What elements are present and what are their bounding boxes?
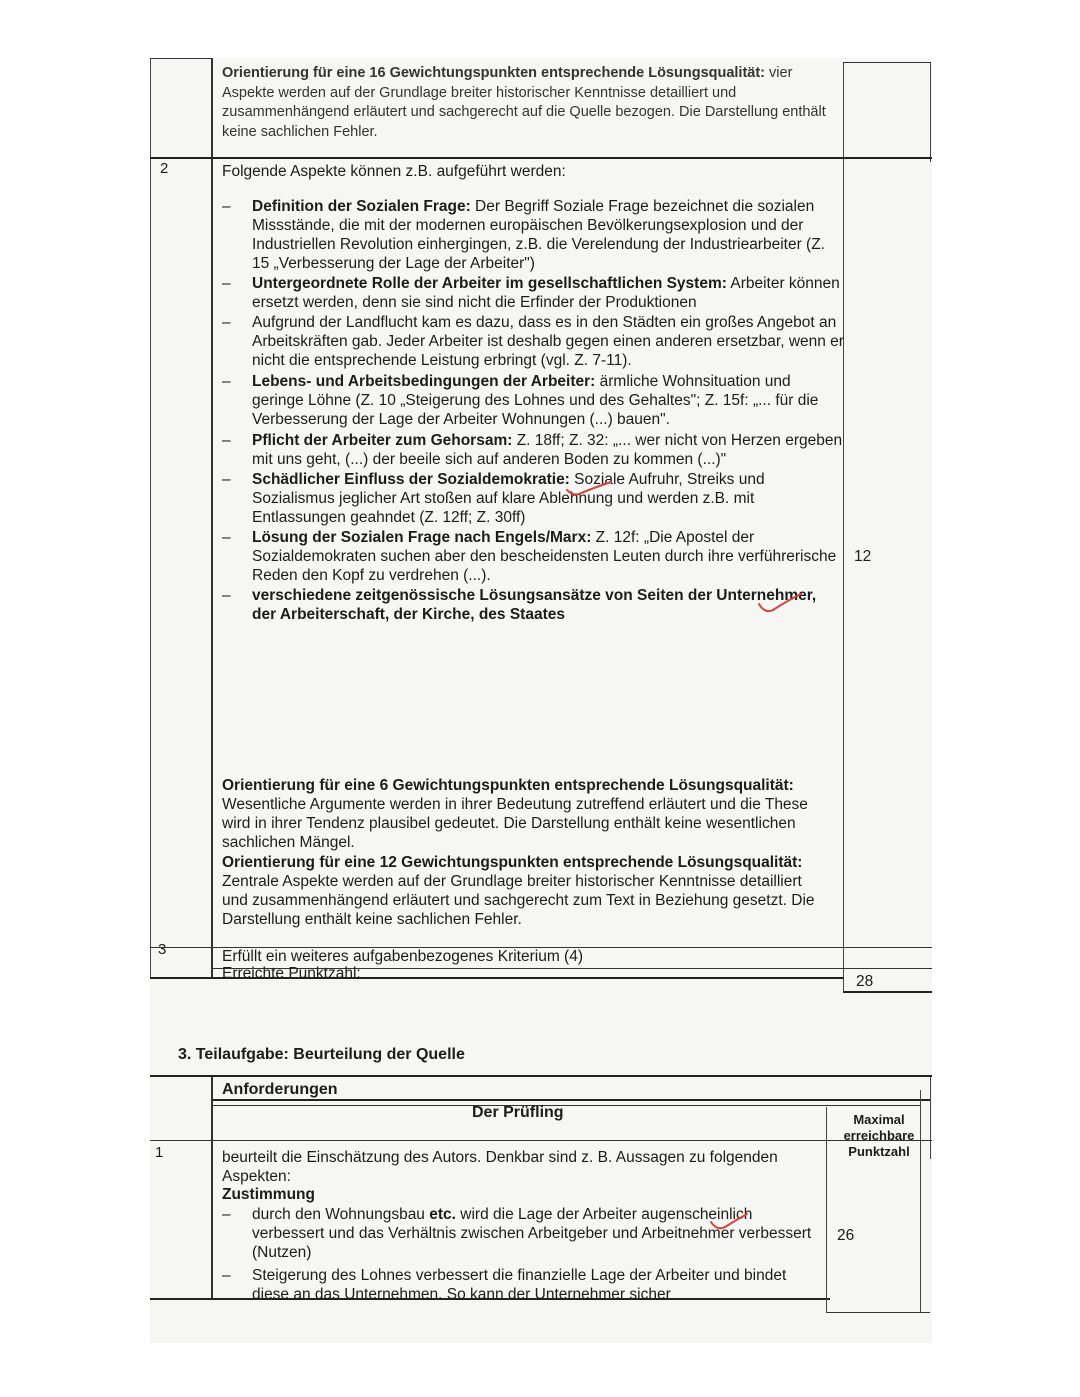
item-text: Der Begriff Soziale Frage bezeichnet die sozialen Missstände, die mit der modernen europäischen Bevölkerungsexplosion und der Industriellen Revolution einhergingen, z.B. die Verelendung der Industriearbeiter (Z. 15 „Verbesserung der Lage der Arbeiter") (252, 198, 825, 272)
item-text: wird die Lage der Arbeiter augenscheinlich verbessert und das Verhältnis zwischen Arbeitgeber und Arbeitnehmer verbessert (Nutzen) (252, 1206, 812, 1261)
list-item: – Schädlicher Einfluss der Sozialdemokratie: Soziale Aufruhr, Streiks und Sozialismus jeglicher Art stoßen auf klare Ablehnung und werden z.B. mit Entlassungen geahndet (Z. 12ff; Z. 30ff) (222, 471, 765, 526)
table-rule (211, 1099, 931, 1101)
check-mark-icon (565, 480, 615, 498)
orientation-16-paragraph (222, 64, 844, 142)
item-heading: verschiedene zeitgenössische Lösungsansätze von Seiten der Unternehmer, der Arbeiterschaft, der Kirche, des Staates (252, 587, 817, 623)
list-item: – Lösung der Sozialen Frage nach Engels/Marx: Z. 12f: „Die Apostel der Sozialdemokraten suchen aber den bescheidensten Leuten durch ihre verführerische Reden den Kopf zu verdrehen (...). (222, 529, 837, 584)
item-heading: Lebens- und Arbeitsbedingungen der Arbeiter: (252, 373, 596, 390)
table-rule (826, 1312, 930, 1313)
table-rule (150, 58, 212, 59)
row1-lead: beurteilt die Einschätzung des Autors. Denkbar sind z. B. Aussagen zu folgenden Aspekten: (222, 1149, 778, 1185)
item-heading: Schädlicher Einfluss der Sozialdemokratie: (252, 471, 570, 488)
row3-text: Erfüllt ein weiteres aufgabenbezogenes Kriterium (4) (222, 948, 583, 965)
aspect-list (222, 197, 844, 624)
item-text: ärmliche Wohnsituation und geringe Löhne (Z. 10 „Steigerung des Lohnes und des Gehaltes"; Z. 15f: „... für die Verbesserung der Lage der Arbeiter Wohnungen (...) bauen". (252, 373, 819, 428)
orientation-6-paragraph (222, 776, 822, 852)
table-rule (150, 157, 932, 159)
list-item: – Pflicht der Arbeiter zum Gehorsam: Z. 18ff; Z. 32: „... wer nicht von Herzen ergeben mit uns geht, (...) der beeile sich auf anderen Boden zu kommen (...)" (222, 432, 843, 468)
row2-lead: Folgende Aspekte können z.B. aufgeführt werden: (222, 163, 566, 180)
list-item: – Aufgrund der Landflucht kam es dazu, dass es in den Städten ein großes Angebot an Arbeitskräften gab. Jeder Arbeiter ist deshalb gegen einen anderen ersetzbar, wenn er nicht die entsprechende Leistung erbringt (vgl. Z. 7-11). (222, 314, 844, 369)
row1-points: 26 (837, 1227, 855, 1244)
list-item: – Lebens- und Arbeitsbedingungen der Arbeiter: ärmliche Wohnsituation und geringe Löhne (Z. 10 „Steigerung des Lohnes und des Gehaltes"; Z. 15f: „... für die Verbesserung der Lage der Arbeiter Wohnungen (...) bauen". (222, 373, 819, 428)
section-heading: 3. Teilaufgabe: Beurteilung der Quelle (178, 1046, 465, 1063)
table-column-divider (211, 58, 213, 978)
list-item: – Untergeordnete Rolle der Arbeiter im gesellschaftlichen System: Arbeiter können ersetzt werden, denn sie sind nicht die Erfinder der Produktionen (222, 275, 840, 311)
list-item: – Steigerung des Lohnes verbessert die finanzielle Lage der Arbeiter und bindet diese an das Unternehmen. So kann der Unternehmer sicher (222, 1267, 787, 1303)
agreement-heading: Zustimmung (222, 1186, 315, 1203)
item-text: Z. 12f: „Die Apostel der Sozialdemokraten suchen aber den bescheidensten Leuten durch ihre verführerische Reden den Kopf zu verdrehen (...). (252, 529, 837, 584)
table-column-divider (211, 1077, 213, 1299)
max-points-header: Maximal erreichbare Punktzahl (843, 1112, 915, 1159)
row-number: 1 (155, 1144, 164, 1161)
table-column-points-divider (826, 1107, 827, 1313)
table-rule (150, 1140, 932, 1141)
requirements-header: Anforderungen (222, 1081, 338, 1098)
table-rule (843, 991, 932, 993)
item-text: Aufgrund der Landflucht kam es dazu, dass es in den Städten ein großes Angebot an Arbeitskräften gab. Jeder Arbeiter ist deshalb gegen einen anderen ersetzbar, wenn er nicht die entsprechende Leistung erbringt (vgl. Z. 7-11). (252, 314, 844, 369)
orientation-16-text: vier Aspekte werden auf der Grundlage breiter historischer Kenntnisse detailliert und zusammenhängend erläutert und sachgerecht auf die Quelle bezogen. Die Darstellung enthält keine sachlichen Fehler. (222, 65, 826, 140)
total-points: 28 (856, 973, 874, 990)
table-border-right (930, 62, 931, 162)
row-number: 3 (158, 941, 167, 958)
table-border-left (150, 58, 151, 978)
table-border-right (930, 1077, 931, 1159)
item-heading: Untergeordnete Rolle der Arbeiter im gesellschaftlichen System: (252, 275, 727, 292)
item-heading: Lösung der Sozialen Frage nach Engels/Marx: (252, 529, 592, 546)
item-text: Steigerung des Lohnes verbessert die finanzielle Lage der Arbeiter und bindet diese an das Unternehmen. So kann der Unternehmer sicher (252, 1267, 787, 1303)
list-item: – durch den Wohnungsbau etc. wird die Lage der Arbeiter augenscheinlich verbessert und das Verhältnis zwischen Arbeitgeber und Arbeitnehmer verbessert (Nutzen) (222, 1206, 812, 1261)
orientation-12-text: Zentrale Aspekte werden auf der Grundlage breiter historischer Kenntnisse detailliert und zusammenhängend erläutert und sachgerecht zum Text in Beziehung gesetzt. Die Darstellung enthält keine sachlichen Fehler. (222, 873, 815, 928)
list-item: – Definition der Sozialen Frage: Der Begriff Soziale Frage bezeichnet die sozialen Missstände, die mit der modernen europäischen Bevölkerungsexplosion und der Industriellen Revolution einhergingen, z.B. die Verelendung der Industriearbeiter (Z. 15 „Verbesserung der Lage der Arbeiter") (222, 198, 825, 272)
orientation-12-paragraph (222, 853, 822, 929)
orientation-6-text: Wesentliche Argumente werden in ihrer Bedeutung zutreffend erläutert und die These wird in ihrer Tendenz plausibel gedeutet. Die Darstellung enthält keine wesentlichen sachlichen Mängel. (222, 796, 808, 851)
list-item: – verschiedene zeitgenössische Lösungsansätze von Seiten der Unternehmer, der Arbeiterschaft, der Kirche, des Staates (222, 587, 817, 623)
orientation-12-heading: Orientierung für eine 12 Gewichtungspunkten entsprechende Lösungsqualität: (222, 854, 803, 871)
table-rule (843, 62, 931, 63)
item-text: Arbeiter können ersetzt werden, denn sie sind nicht die Erfinder der Produktionen (252, 275, 840, 311)
item-emphasis: etc. (429, 1206, 456, 1223)
row2-points: 12 (854, 548, 872, 565)
row-number: 2 (160, 160, 169, 177)
candidate-header: Der Prüfling (472, 1104, 564, 1121)
item-text: Z. 18ff; Z. 32: „... wer nicht von Herzen ergeben mit uns geht, (...) der beeile sich auf anderen Boden zu kommen (...)" (252, 432, 843, 468)
orientation-6-heading: Orientierung für eine 6 Gewichtungspunkten entsprechende Lösungsqualität: (222, 777, 794, 794)
table-rule (150, 1075, 932, 1077)
item-text: Soziale Aufruhr, Streiks und Sozialismus jeglicher Art stoßen auf klare Ablehnung und werden z.B. mit Entlassungen geahndet (Z. 12ff; Z. 30ff) (252, 471, 765, 526)
item-text: durch den Wohnungsbau (252, 1206, 430, 1223)
item-heading: Definition der Sozialen Frage: (252, 198, 471, 215)
item-heading: Pflicht der Arbeiter zum Gehorsam: (252, 432, 513, 449)
orientation-16-heading: Orientierung für eine 16 Gewichtungspunkten entsprechende Lösungsqualität: (222, 65, 766, 81)
check-mark-icon (708, 1212, 750, 1234)
check-mark-icon (755, 592, 805, 618)
total-label: Erreichte Punktzahl: (222, 965, 361, 982)
